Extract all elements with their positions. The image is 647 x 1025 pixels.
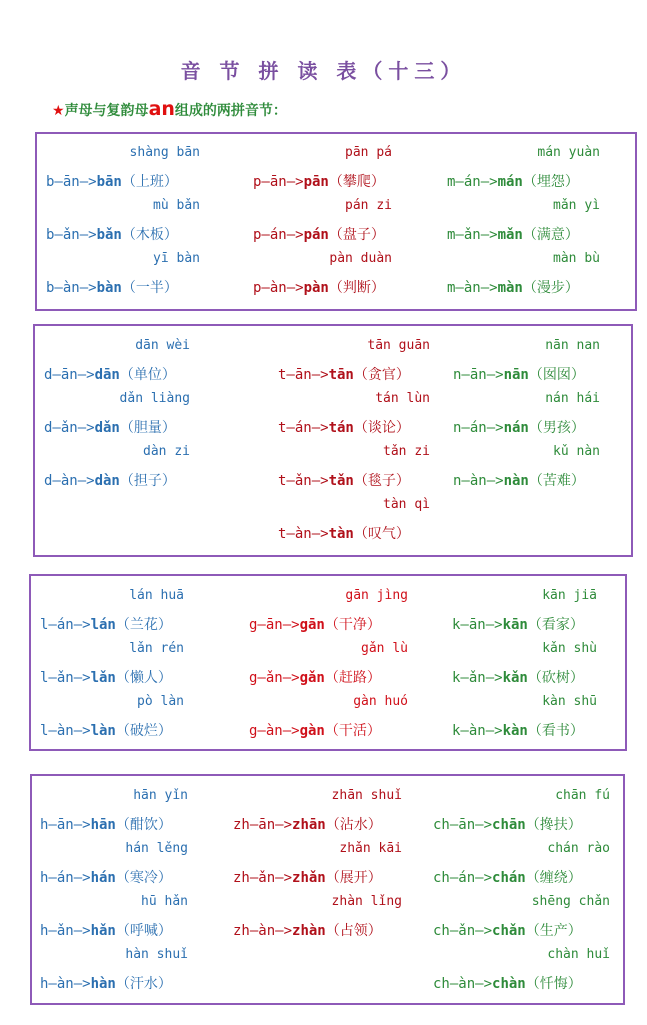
formula-word: （满意） [522,227,579,243]
formula-syllable: bàn [96,280,122,296]
subtitle-suffix: 组成的两拼音节： [174,103,287,119]
formula-spelling: ch—án—> [433,870,493,886]
formula-word: （展开） [325,870,382,886]
pinyin-label: pàn duàn [329,251,392,266]
spelling-formula [249,614,381,634]
subtitle-prefix: 声母与复韵母 [64,103,149,119]
spelling-formula [447,277,579,297]
formula-spelling: g—àn—> [249,723,300,739]
formula-word: （看家） [527,617,584,633]
formula-word: （干净） [324,617,381,633]
formula-word: （毯子） [353,473,410,489]
formula-syllable: tán [328,420,354,436]
formula-word: （埋怨） [522,174,579,190]
spelling-formula [253,224,385,244]
formula-spelling: m—àn—> [447,280,498,296]
formula-spelling: h—ān—> [40,817,91,833]
formula-spelling: k—ǎn—> [452,670,503,686]
formula-word: （搀扶） [525,817,582,833]
formula-word: （叹气） [353,526,410,542]
formula-syllable: chàn [492,976,526,992]
formula-syllable: kān [502,617,528,633]
formula-syllable: zhān [292,817,326,833]
formula-syllable: pàn [303,280,329,296]
pinyin-label: tān guān [367,338,430,353]
formula-word: （判断） [328,280,385,296]
formula-syllable: nān [503,367,529,383]
spelling-formula [46,171,178,191]
page-title: 音 节 拼 读 表（十三） [180,59,467,83]
pinyin-label: zhǎn kāi [339,841,402,856]
spelling-formula [452,614,584,634]
pinyin-label: lǎn rén [129,641,184,656]
formula-word: （忏悔） [525,976,582,992]
formula-spelling: ch—ǎn—> [433,923,493,939]
formula-syllable: hán [90,870,116,886]
formula-spelling: g—ǎn—> [249,670,300,686]
formula-word: （一半） [121,280,178,296]
formula-spelling: t—àn—> [278,526,329,542]
pinyin-label: shàng bān [129,145,200,160]
formula-syllable: gǎn [299,670,325,686]
formula-syllable: hān [90,817,116,833]
formula-syllable: kàn [502,723,528,739]
spelling-formula [233,920,382,940]
spelling-formula [40,720,172,740]
spelling-formula [278,470,410,490]
formula-syllable: màn [497,280,523,296]
formula-word: （沾水） [325,817,382,833]
pinyin-label: chān fú [555,788,610,803]
formula-word: （单位） [119,367,176,383]
formula-spelling: d—ǎn—> [44,420,95,436]
spelling-formula [452,667,584,687]
formula-syllable: kǎn [502,670,528,686]
pinyin-label: lán huā [129,588,184,603]
formula-word: （寒冷） [115,870,172,886]
formula-spelling: p—ān—> [253,174,304,190]
spelling-formula [44,417,176,437]
formula-spelling: k—àn—> [452,723,503,739]
spelling-formula [253,277,385,297]
pinyin-label: tǎn zi [383,444,430,459]
pinyin-label: chàn huǐ [547,947,610,962]
pinyin-label: gǎn lù [361,641,408,656]
pinyin-label: zhān shuǐ [331,788,402,803]
spelling-formula [40,667,172,687]
formula-syllable: mán [497,174,523,190]
star-icon: ★ [52,103,65,119]
formula-word: （呼喊） [115,923,172,939]
pinyin-label: kǎn shù [542,641,597,656]
spelling-formula [40,920,172,940]
formula-word: （贪官） [353,367,410,383]
formula-word: （看书） [527,723,584,739]
formula-spelling: l—àn—> [40,723,91,739]
pinyin-label: tàn qì [383,497,430,512]
formula-word: （男孩） [528,420,585,436]
formula-spelling: h—án—> [40,870,91,886]
pinyin-label: hū hǎn [141,894,188,909]
formula-word: （胆量） [119,420,176,436]
formula-spelling: p—àn—> [253,280,304,296]
section-subtitle [52,98,287,120]
formula-syllable: pán [303,227,329,243]
pinyin-label: hàn shuǐ [125,947,188,962]
pinyin-label: dàn zi [143,444,190,459]
formula-spelling: b—ān—> [46,174,97,190]
spelling-formula [433,867,582,887]
formula-spelling: t—ān—> [278,367,329,383]
formula-syllable: dǎn [94,420,120,436]
formula-word: （砍树） [527,670,584,686]
pinyin-label: dǎn liàng [119,391,190,406]
spelling-formula [453,417,585,437]
pinyin-label: pán zi [345,198,392,213]
formula-syllable: lǎn [90,670,116,686]
spelling-formula [40,867,172,887]
spelling-formula [46,277,178,297]
spelling-formula [452,720,584,740]
formula-syllable: mǎn [497,227,523,243]
formula-word: （盘子） [328,227,385,243]
formula-word: （缠绕） [525,870,582,886]
formula-spelling: n—àn—> [453,473,504,489]
formula-spelling: zh—ān—> [233,817,293,833]
pinyin-label: hán lěng [125,841,188,856]
spelling-formula [249,667,381,687]
formula-spelling: h—àn—> [40,976,91,992]
formula-word: （破烂） [115,723,172,739]
formula-syllable: bān [96,174,122,190]
formula-word: （懒人） [115,670,172,686]
spelling-formula [40,814,172,834]
formula-word: （占领） [325,923,382,939]
formula-spelling: n—án—> [453,420,504,436]
spelling-formula [278,364,410,384]
formula-spelling: p—án—> [253,227,304,243]
spelling-formula [453,470,585,490]
formula-word: （酣饮） [115,817,172,833]
formula-spelling: k—ān—> [452,617,503,633]
formula-spelling: h—ǎn—> [40,923,91,939]
formula-syllable: lán [90,617,116,633]
pinyin-label: gàn huó [353,694,408,709]
formula-syllable: tān [328,367,354,383]
subtitle-vowel: an [148,98,175,120]
pinyin-label: tán lùn [375,391,430,406]
formula-word: （兰花） [115,617,172,633]
formula-syllable: chán [492,870,526,886]
formula-word: （谈论） [353,420,410,436]
pinyin-label: chán rào [547,841,610,856]
formula-syllable: tàn [328,526,354,542]
spelling-formula [433,920,582,940]
formula-spelling: l—án—> [40,617,91,633]
formula-spelling: b—ǎn—> [46,227,97,243]
formula-syllable: gàn [299,723,325,739]
pinyin-label: dān wèi [135,338,190,353]
formula-spelling: b—àn—> [46,280,97,296]
formula-syllable: dàn [94,473,120,489]
formula-spelling: zh—ǎn—> [233,870,293,886]
formula-word: （上班） [121,174,178,190]
spelling-formula [453,364,585,384]
syllable-table-4 [30,774,625,1005]
formula-syllable: gān [299,617,325,633]
formula-syllable: làn [90,723,116,739]
spelling-formula [44,470,176,490]
spelling-formula [278,417,410,437]
formula-spelling: l—ǎn—> [40,670,91,686]
spelling-formula [433,973,582,993]
pinyin-label: mǎn yì [553,198,600,213]
pinyin-label: nān nan [545,338,600,353]
formula-syllable: bǎn [96,227,122,243]
pinyin-label: kàn shū [542,694,597,709]
formula-syllable: dān [94,367,120,383]
formula-syllable: zhǎn [292,870,326,886]
formula-syllable: hǎn [90,923,116,939]
formula-spelling: m—án—> [447,174,498,190]
formula-syllable: chǎn [492,923,526,939]
spelling-formula [233,867,382,887]
spelling-formula [46,224,178,244]
pinyin-label: màn bù [553,251,600,266]
pinyin-label: zhàn lǐng [331,894,402,909]
formula-word: （攀爬） [328,174,385,190]
pinyin-label: shēng chǎn [531,894,610,909]
formula-syllable: chān [492,817,526,833]
spelling-formula [40,614,172,634]
formula-word: （苦难） [528,473,585,489]
spelling-formula [447,171,579,191]
formula-spelling: t—ǎn—> [278,473,329,489]
spelling-formula [253,171,385,191]
pinyin-label: pān pá [345,145,392,160]
pinyin-label: kǔ nàn [553,444,600,459]
spelling-formula [44,364,176,384]
pinyin-label: gān jìng [345,588,408,603]
pinyin-label: mán yuàn [537,145,600,160]
spelling-formula [249,720,381,740]
spelling-formula [278,523,410,543]
formula-word: （干活） [324,723,381,739]
formula-word: （赶路） [324,670,381,686]
formula-syllable: tǎn [328,473,354,489]
pinyin-label: kān jiā [542,588,597,603]
formula-spelling: n—ān—> [453,367,504,383]
spelling-formula [433,814,582,834]
pinyin-label: pò làn [137,694,184,709]
pinyin-label: mù bǎn [153,198,200,213]
formula-spelling: ch—àn—> [433,976,493,992]
pinyin-label: hān yǐn [133,788,188,803]
formula-spelling: d—àn—> [44,473,95,489]
pinyin-label: yī bàn [153,251,200,266]
spelling-formula [233,814,382,834]
formula-word: （担子） [119,473,176,489]
formula-word: （囡囡） [528,367,585,383]
formula-syllable: pān [303,174,329,190]
formula-word: （木板） [121,227,178,243]
pinyin-label: nán hái [545,391,600,406]
formula-spelling: ch—ān—> [433,817,493,833]
formula-syllable: nán [503,420,529,436]
formula-spelling: m—ǎn—> [447,227,498,243]
formula-syllable: zhàn [292,923,326,939]
spelling-formula [40,973,172,993]
spelling-formula [447,224,579,244]
formula-word: （生产） [525,923,582,939]
formula-syllable: hàn [90,976,116,992]
formula-spelling: g—ān—> [249,617,300,633]
formula-word: （漫步） [522,280,579,296]
formula-word: （汗水） [115,976,172,992]
formula-spelling: d—ān—> [44,367,95,383]
formula-spelling: t—án—> [278,420,329,436]
formula-syllable: nàn [503,473,529,489]
formula-spelling: zh—àn—> [233,923,293,939]
